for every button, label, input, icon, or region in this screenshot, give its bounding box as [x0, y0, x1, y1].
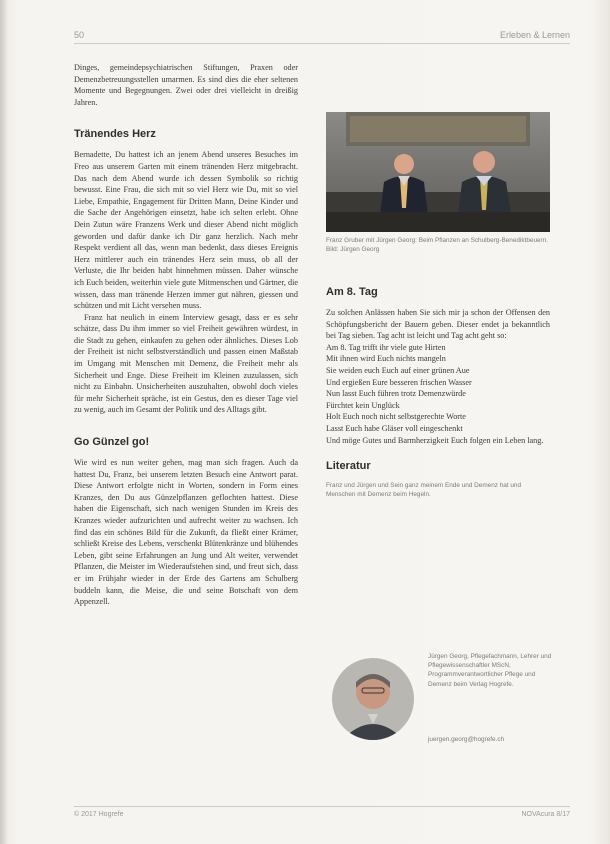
- author-email[interactable]: juergen.georg@hogrefe.ch: [428, 736, 505, 743]
- footer-rule: [74, 806, 570, 807]
- footer-copyright: © 2017 Hogrefe: [74, 811, 124, 818]
- intro-paragraph: Dinges, gemeindepsychiatrischen Stiftungen, Praxen oder Demenzbetreuungsstellen umarmen. Es sind dies die eher seltenen Momente und Begegnungen. Zwei oder drei vielleicht in dreißig Jahren.: [74, 63, 298, 107]
- poem-line: Fürchtet kein Unglück: [326, 400, 400, 410]
- heading-am-8-tag: Am 8. Tag: [326, 286, 378, 298]
- heading-literatur: Literatur: [326, 460, 371, 473]
- author-portrait: [332, 658, 414, 740]
- photo-two-men-seated: [326, 112, 550, 270]
- page-spine-shadow: [0, 0, 8, 844]
- poem-line: Sie weiden euch Euch auf einer grünen Aue: [326, 365, 470, 375]
- paragraph-herz-2: Franz hat neulich in einem Interview gesagt, dass er es sehr schätze, dass Du ihm immer so viel Freiheit gewähren würdest, in die Stadt zu gehen, einkaufen zu gehen oder ähnliches. Dieses Lob der Freiheit ist nicht selbstverständlich und passen einen Maßstab im Umgang mit Menschen mit Demenz, die Freiheit mehr als Sicherheit und Enge. Diese Freiheit im Kleinen zuzulassen, sich nicht zu Einbahn. Unsicherheiten auszuhalten, obwohl doch vieles für mehr Sicherheit spräche, ist ein Gestus, den es dieser Tage viel zu wenig, auch im Gesamt der Politik und des Alltags gibt.: [74, 312, 298, 415]
- poem-line: Und möge Gutes und Barmherzigkeit Euch folgen ein Leben lang.: [326, 435, 544, 445]
- heading-traenendes-herz: Tränendes Herz: [74, 128, 156, 141]
- author-box: [326, 652, 556, 747]
- running-head: [74, 30, 570, 44]
- heading-go-guenzel: Go Günzel go!: [74, 436, 150, 449]
- poem-line: Lasst Euch habe Gläser voll eingeschenkt: [326, 423, 463, 433]
- right-column: [326, 62, 550, 499]
- left-column: [74, 62, 298, 608]
- paragraph-guenzel: Wie wird es nun weiter gehen, mag man sich fragen. Auch da hattest Du, Franz, bei unserem letzten Besuch eine Antwort parat. Diese Antwort erfolgte nicht in Worten, sondern in Form eines Kranzes, den Du aus Günzelpflanzen geflochten hattest. Diese haben die Eigenschaft, sich nach wenigen Stunden im Kreis des Kranzes wieder aufzurichten und aufrecht weiter zu wachsen. Ich find das ein schönes Bild für die Zukunft, da fließt einer Krämer, schließt Kreise des Lebens, verschenkt Blütenkränze und blühendes Leben, gibt seine Erfahrungen an Jung und Alt weiter, verwendet Pflanzen, die Meister im Wiederaufstehen sind, und freut sich, dass er im Frühjahr wieder in der Erde des Gartens am Schulberg buddeln kann, die Meise, die und seine Botschaft von dem Appenzell.: [74, 458, 298, 607]
- paragraph-am-8-tag: Zu solchen Anlässen haben Sie sich mir ja schon der Offensen den Schöpfungsbericht der Bauern geben. Dieser endet ja bekanntlich bei Tag sieben. Tag acht ist leicht und Tag acht geht so:: [326, 308, 550, 341]
- photo-caption: Franz Gruber mit Jürgen Georg: Beim Pflanzen an Schulberg-Benediktbeuern. Bild: Jürgen Georg: [326, 237, 549, 253]
- page-number: 50: [74, 30, 85, 40]
- poem-line: Nun lasst Euch führen trotz Demenzwürde: [326, 389, 466, 399]
- footer-issue: NOVAcura 8/17: [521, 811, 570, 818]
- footer: [74, 811, 570, 823]
- poem: [326, 342, 550, 446]
- literature-entry: Franz und Jürgen und Sein ganz meinem Ende und Demenz hat und Menschen mit Demenz beim Hegeln.: [326, 482, 522, 499]
- header-rule: [74, 43, 570, 44]
- photo-illustration: [326, 112, 550, 232]
- magazine-section: Erleben & Lernen: [499, 30, 570, 40]
- poem-line: Am 8. Tag trifft ihr viele gute Hirten: [326, 342, 446, 352]
- poem-line: Mit ihnen wird Euch nichts mangeln: [326, 354, 446, 364]
- paragraph-herz-1: Bernadette, Du hattest ich an jenem Abend unseres Besuches im Freo aus unserem Garten mit einem tränenden Herz mitgebracht. Das nach dem Abend wurde ich dessen Symbolik so richtig bewusst. Eine Frau, die sich mit so viel Herz wie Du, mit so viel Liebe, Empathie, Engagement für Dritten Mann, Deine Kinder und die Sache der Angehörigen einsetzt, habe ich selten erlebt. Ohne Dein Zutun wäre Franzens Werk und dieser Abend nicht möglich geworden und dafür danke ich Dir ganz herzlich. Nach mehr Respekt verdient all das, wenn man bedenkt, dass dieses Ereignis Herz mittlerer auch ein tränendes Herz sein muss, ob all der Verluste, die Ihr beiden habt hinnehmen müssen. Daher wünsche ich Euch beiden, weiterhin viele gute Mitmenschen und Gärtner, die wissen, dass man tränende Herzen immer gut nähren, giessen und schützen und mit Licht versehen muss.: [74, 150, 298, 311]
- author-bio: Jürgen Georg, Pflegefachmann, Lehrer und Pflegewissenschaftler MScN, Programmverantwortlicher Pflege und Demenz beim Verlag Hogrefe.: [428, 653, 552, 688]
- poem-line: Und ergießen Eure besseren frischen Wasser: [326, 377, 472, 387]
- poem-line: Holt Euch noch nicht selbstgerechte Worte: [326, 412, 466, 422]
